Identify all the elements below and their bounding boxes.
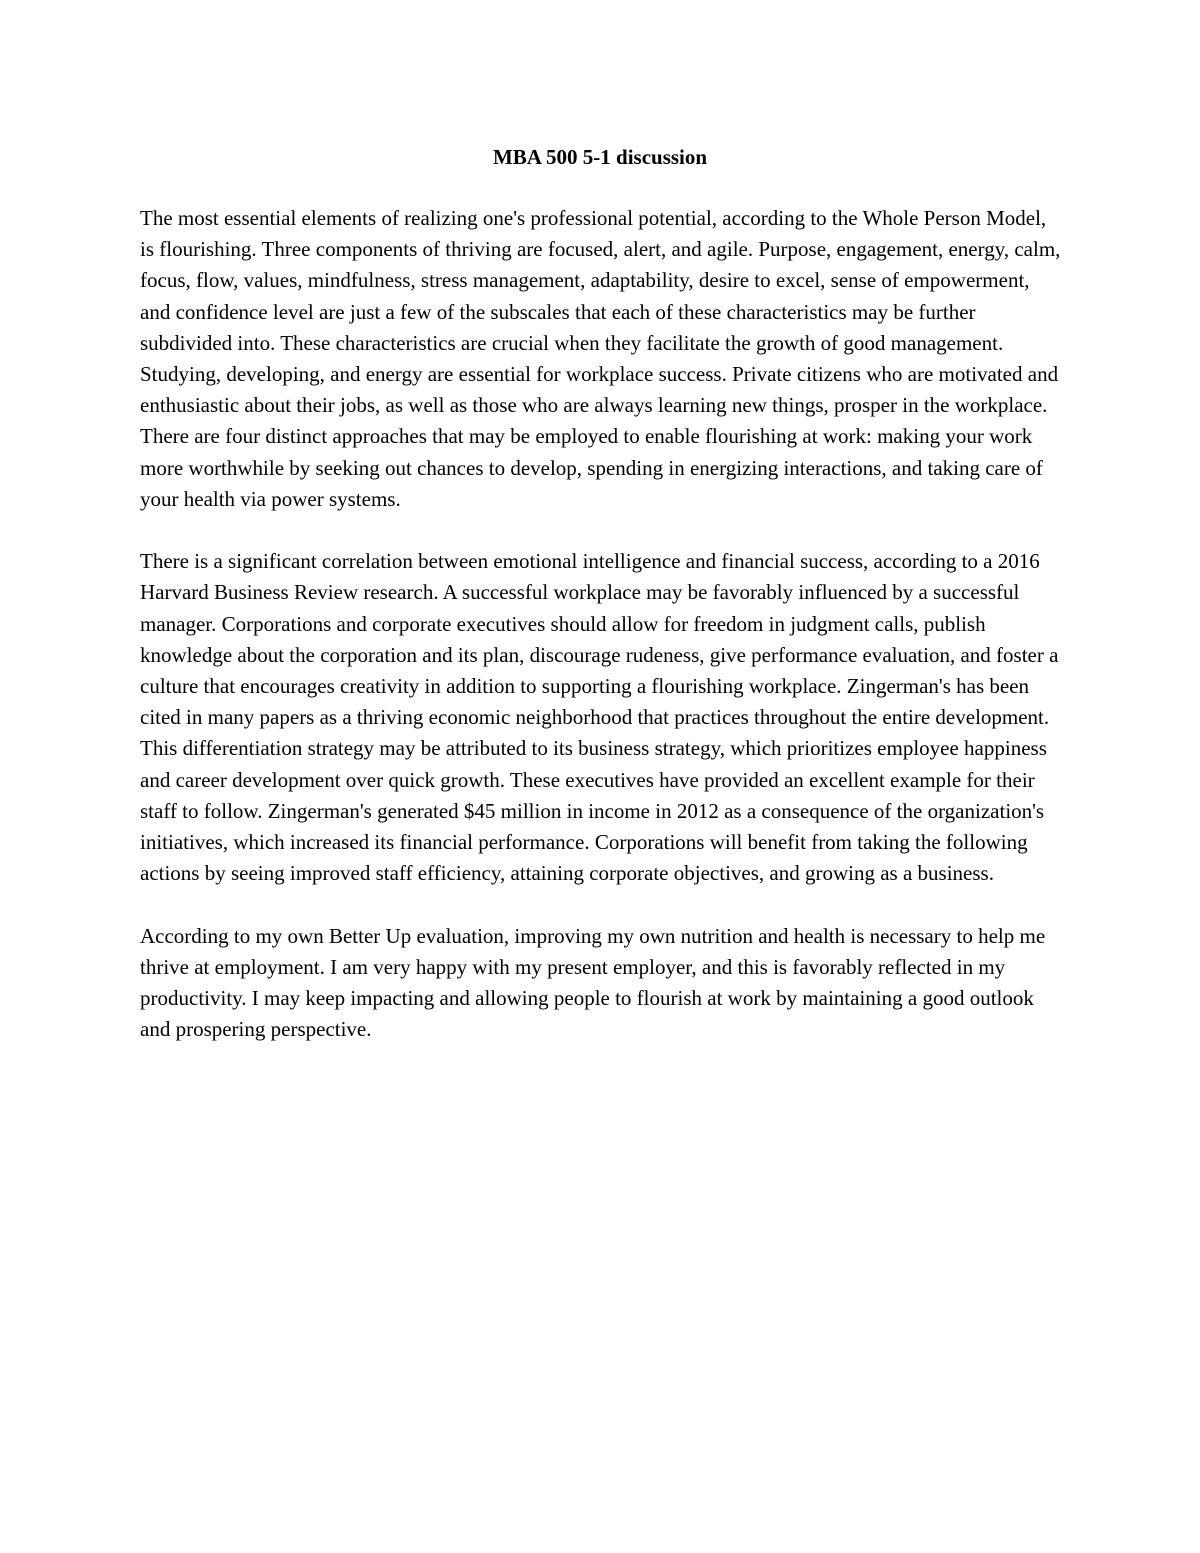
paragraph-2: There is a significant correlation between emotional intelligence and financial success, according to a 2016 Harvard Business Review research. A successful workplace may be favorably influenced by a successful manager. Corporations and corporate executives should allow for freedom in judgment calls, publish knowledge about the corporation and its plan, discourage rudeness, give performance evaluation, and foster a culture that encourages creativity in addition to supporting a flourishing workplace. Zingerman's has been cited in many papers as a thriving economic neighborhood that practices throughout the entire development. This differentiation strategy may be attributed to its business strategy, which prioritizes employee happiness and career development over quick growth. These executives have provided an excellent example for their staff to follow. Zingerman's generated $45 million in income in 2012 as a consequence of the organization's initiatives, which increased its financial performance. Corporations will benefit from taking the following actions by seeing improved staff efficiency, attaining corporate objectives, and growing as a business.	[140, 549, 1059, 886]
paragraph-3: According to my own Better Up evaluation, improving my own nutrition and health is necessary to help me thrive at employment. I am very happy with my present employer, and this is favorably reflected in my productivity. I may keep impacting and allowing people to flourish at work by maintaining a good outlook and prospering perspective.	[140, 923, 1046, 1042]
document-body	[140, 203, 1064, 1077]
document-title: MBA 500 5-1 discussion	[492, 145, 708, 169]
paragraph-1: The most essential elements of realizing one's professional potential, according to the Whole Person Model, is flourishing. Three components of thriving are focused, alert, and agile. Purpose, engagement, energy, calm, focus, flow, values, mindfulness, stress management, adaptability, desire to excel, sense of empowerment, and confidence level are just a few of the subscales that each of these characteristics may be further subdivided into. These characteristics are crucial when they facilitate the growth of good management. Studying, developing, and energy are essential for workplace success. Private citizens who are motivated and enthusiastic about their jobs, as well as those who are always learning new things, prosper in the workplace. There are four distinct approaches that may be employed to enable flourishing at work: making your work more worthwhile by seeking out chances to develop, spending in energizing interactions, and taking care of your health via power systems.	[140, 206, 1061, 511]
